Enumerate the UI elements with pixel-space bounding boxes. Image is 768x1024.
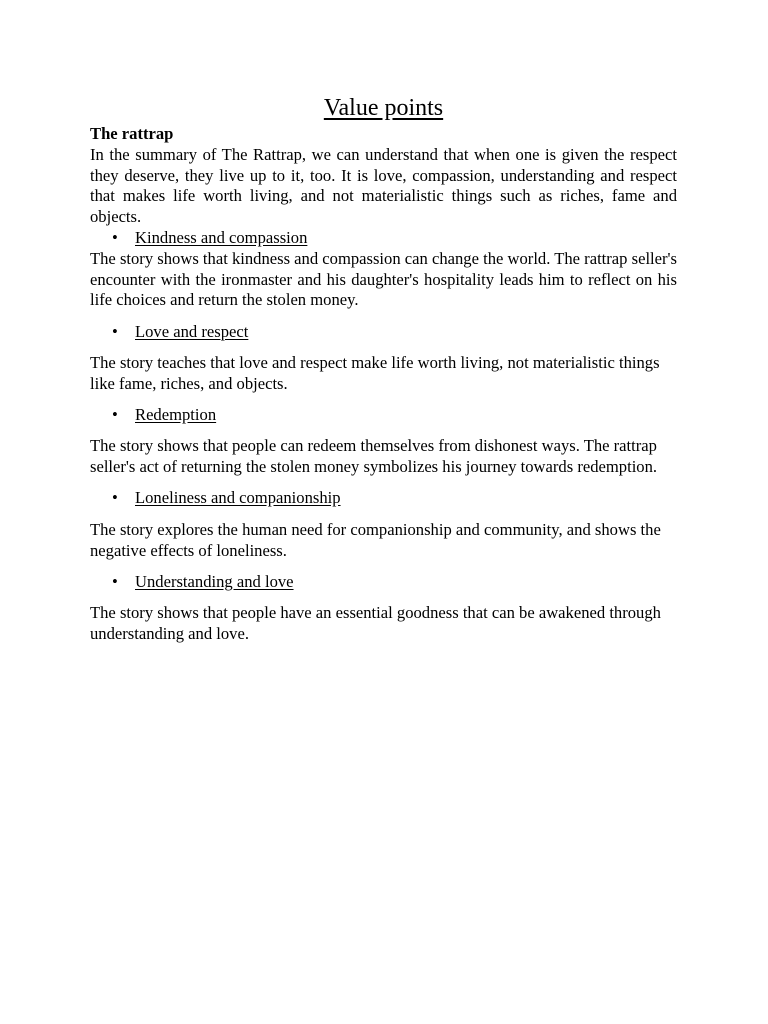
bullet-icon: • xyxy=(112,321,118,341)
bullet-heading: Kindness and compassion xyxy=(135,227,308,247)
bullet-icon: • xyxy=(112,227,118,247)
section-paragraph: The story explores the human need for companionship and community, and shows the negative effects of loneliness. xyxy=(90,519,661,560)
bullet-item xyxy=(90,322,677,343)
section-paragraph: The story shows that people have an essential goodness that can be awakened through understanding and love. xyxy=(90,603,661,643)
bullet-item xyxy=(90,228,677,249)
bullet-item xyxy=(90,572,677,593)
document-page xyxy=(90,92,677,645)
bullet-item xyxy=(90,488,677,509)
intro-paragraph: In the summary of The Rattrap, we can understand that when one is given the respect they deserve, they live up to it, too. It is love, compassion, understanding and respect that makes life worth living, and not materialistic things such as riches, fame and objects. xyxy=(90,144,677,227)
bullet-item xyxy=(90,405,677,426)
page-title: Value points xyxy=(323,95,444,121)
bullet-heading: Loneliness and companionship xyxy=(135,488,341,508)
bullet-heading: Redemption xyxy=(135,405,217,425)
section-paragraph: The story teaches that love and respect make life worth living, not materialistic things like fame, riches, and objects. xyxy=(90,352,660,393)
section-subtitle: The rattrap xyxy=(90,124,174,143)
bullet-icon: • xyxy=(112,571,118,591)
bullet-icon: • xyxy=(112,405,118,425)
section-paragraph: The story shows that people can redeem themselves from dishonest ways. The rattrap seller's act of returning the stolen money symbolizes his journey towards redemption. xyxy=(90,436,658,477)
bullet-icon: • xyxy=(112,488,118,508)
bullet-heading: Understanding and love xyxy=(135,571,294,591)
bullet-heading: Love and respect xyxy=(135,321,249,341)
section-paragraph: The story shows that kindness and compassion can change the world. The rattrap seller's encounter with the ironmaster and his daughter's hospitality leads him to reflect on his life choices and return the stolen money. xyxy=(90,248,678,310)
